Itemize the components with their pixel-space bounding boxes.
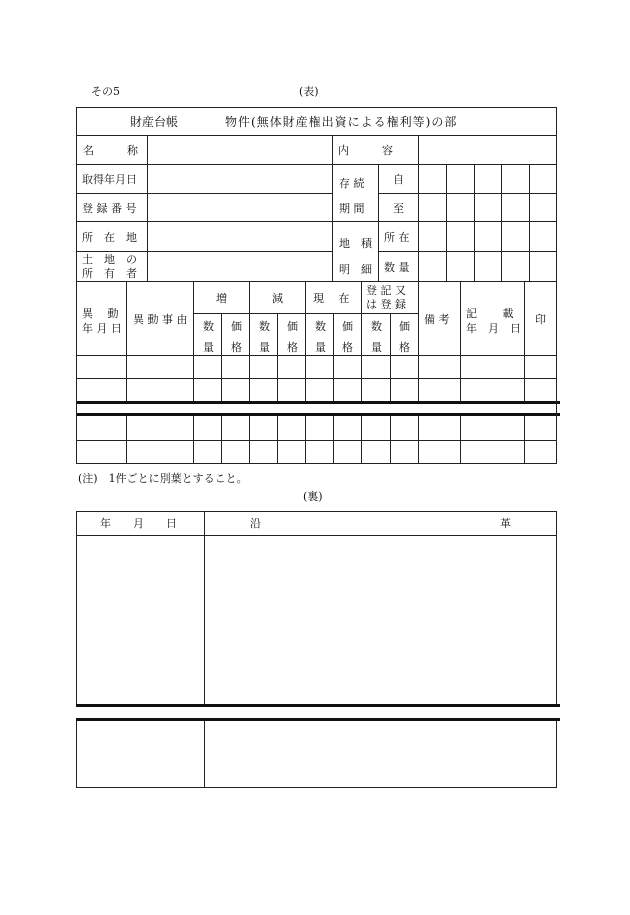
qty-label-2: 量 xyxy=(259,341,270,354)
registration-no-label: 登 録 番 号 xyxy=(82,202,137,215)
ledger-title: 財産台帳 xyxy=(130,115,179,129)
side-back-label: (裏) xyxy=(303,490,323,503)
side-front-label: (表) xyxy=(299,85,319,98)
change-date-label-1: 異 動 xyxy=(82,307,119,320)
location-small-label: 所 在 xyxy=(384,231,410,244)
history-header-1: 沿 xyxy=(250,517,261,530)
duration-label-1: 存 続 xyxy=(339,177,365,190)
name-label: 名 称 xyxy=(83,144,138,157)
price-label-1: 価 xyxy=(399,320,410,333)
land-label-2: 明 細 xyxy=(339,263,372,276)
to-label: 至 xyxy=(393,202,404,215)
registered-label-1: 登 記 又 xyxy=(366,284,406,297)
increase-label: 増 xyxy=(216,292,227,305)
owner-label-2: 所 有 者 xyxy=(82,267,137,280)
qty-label-1: 数 xyxy=(203,320,214,333)
registered-label-2: は 登 録 xyxy=(366,298,406,311)
decrease-label: 減 xyxy=(272,292,283,305)
remarks-label: 備 考 xyxy=(424,313,450,326)
price-label-1: 価 xyxy=(342,320,353,333)
qty-label-2: 量 xyxy=(203,341,214,354)
quantity-small-label: 数 量 xyxy=(384,261,410,274)
acquired-date-label: 取得年月日 xyxy=(82,173,137,186)
history-header-2: 革 xyxy=(500,517,511,530)
note-text: (注) 1件ごとに別葉とすること。 xyxy=(78,472,248,485)
price-label-1: 価 xyxy=(231,320,242,333)
change-reason-label: 異 動 事 由 xyxy=(133,313,188,326)
qty-label-2: 量 xyxy=(315,341,326,354)
entry-label-2: 年 月 日 xyxy=(466,322,521,335)
section-title: 物件(無体財産権出資による権利等)の部 xyxy=(225,115,458,129)
price-label-2: 格 xyxy=(287,341,298,354)
duration-label-2: 期 間 xyxy=(339,202,365,215)
price-label-2: 格 xyxy=(342,341,353,354)
qty-label-1: 数 xyxy=(259,320,270,333)
qty-label-1: 数 xyxy=(371,320,382,333)
owner-label-1: 土 地 の xyxy=(82,253,137,266)
change-date-label-2: 年 月 日 xyxy=(82,322,122,335)
form-number: その5 xyxy=(91,85,120,98)
price-label-2: 格 xyxy=(399,341,410,354)
seal-label: 印 xyxy=(535,313,546,326)
qty-label-2: 量 xyxy=(371,341,382,354)
location-label: 所 在 地 xyxy=(82,231,137,244)
land-label-1: 地 積 xyxy=(339,237,372,250)
price-label-2: 格 xyxy=(231,341,242,354)
price-label-1: 価 xyxy=(287,320,298,333)
date-header: 年 月 日 xyxy=(100,517,177,530)
entry-label-1: 記 載 xyxy=(466,307,514,320)
current-label: 現 在 xyxy=(313,292,350,305)
from-label: 自 xyxy=(393,173,404,186)
content-label: 内 容 xyxy=(338,144,393,157)
qty-label-1: 数 xyxy=(315,320,326,333)
